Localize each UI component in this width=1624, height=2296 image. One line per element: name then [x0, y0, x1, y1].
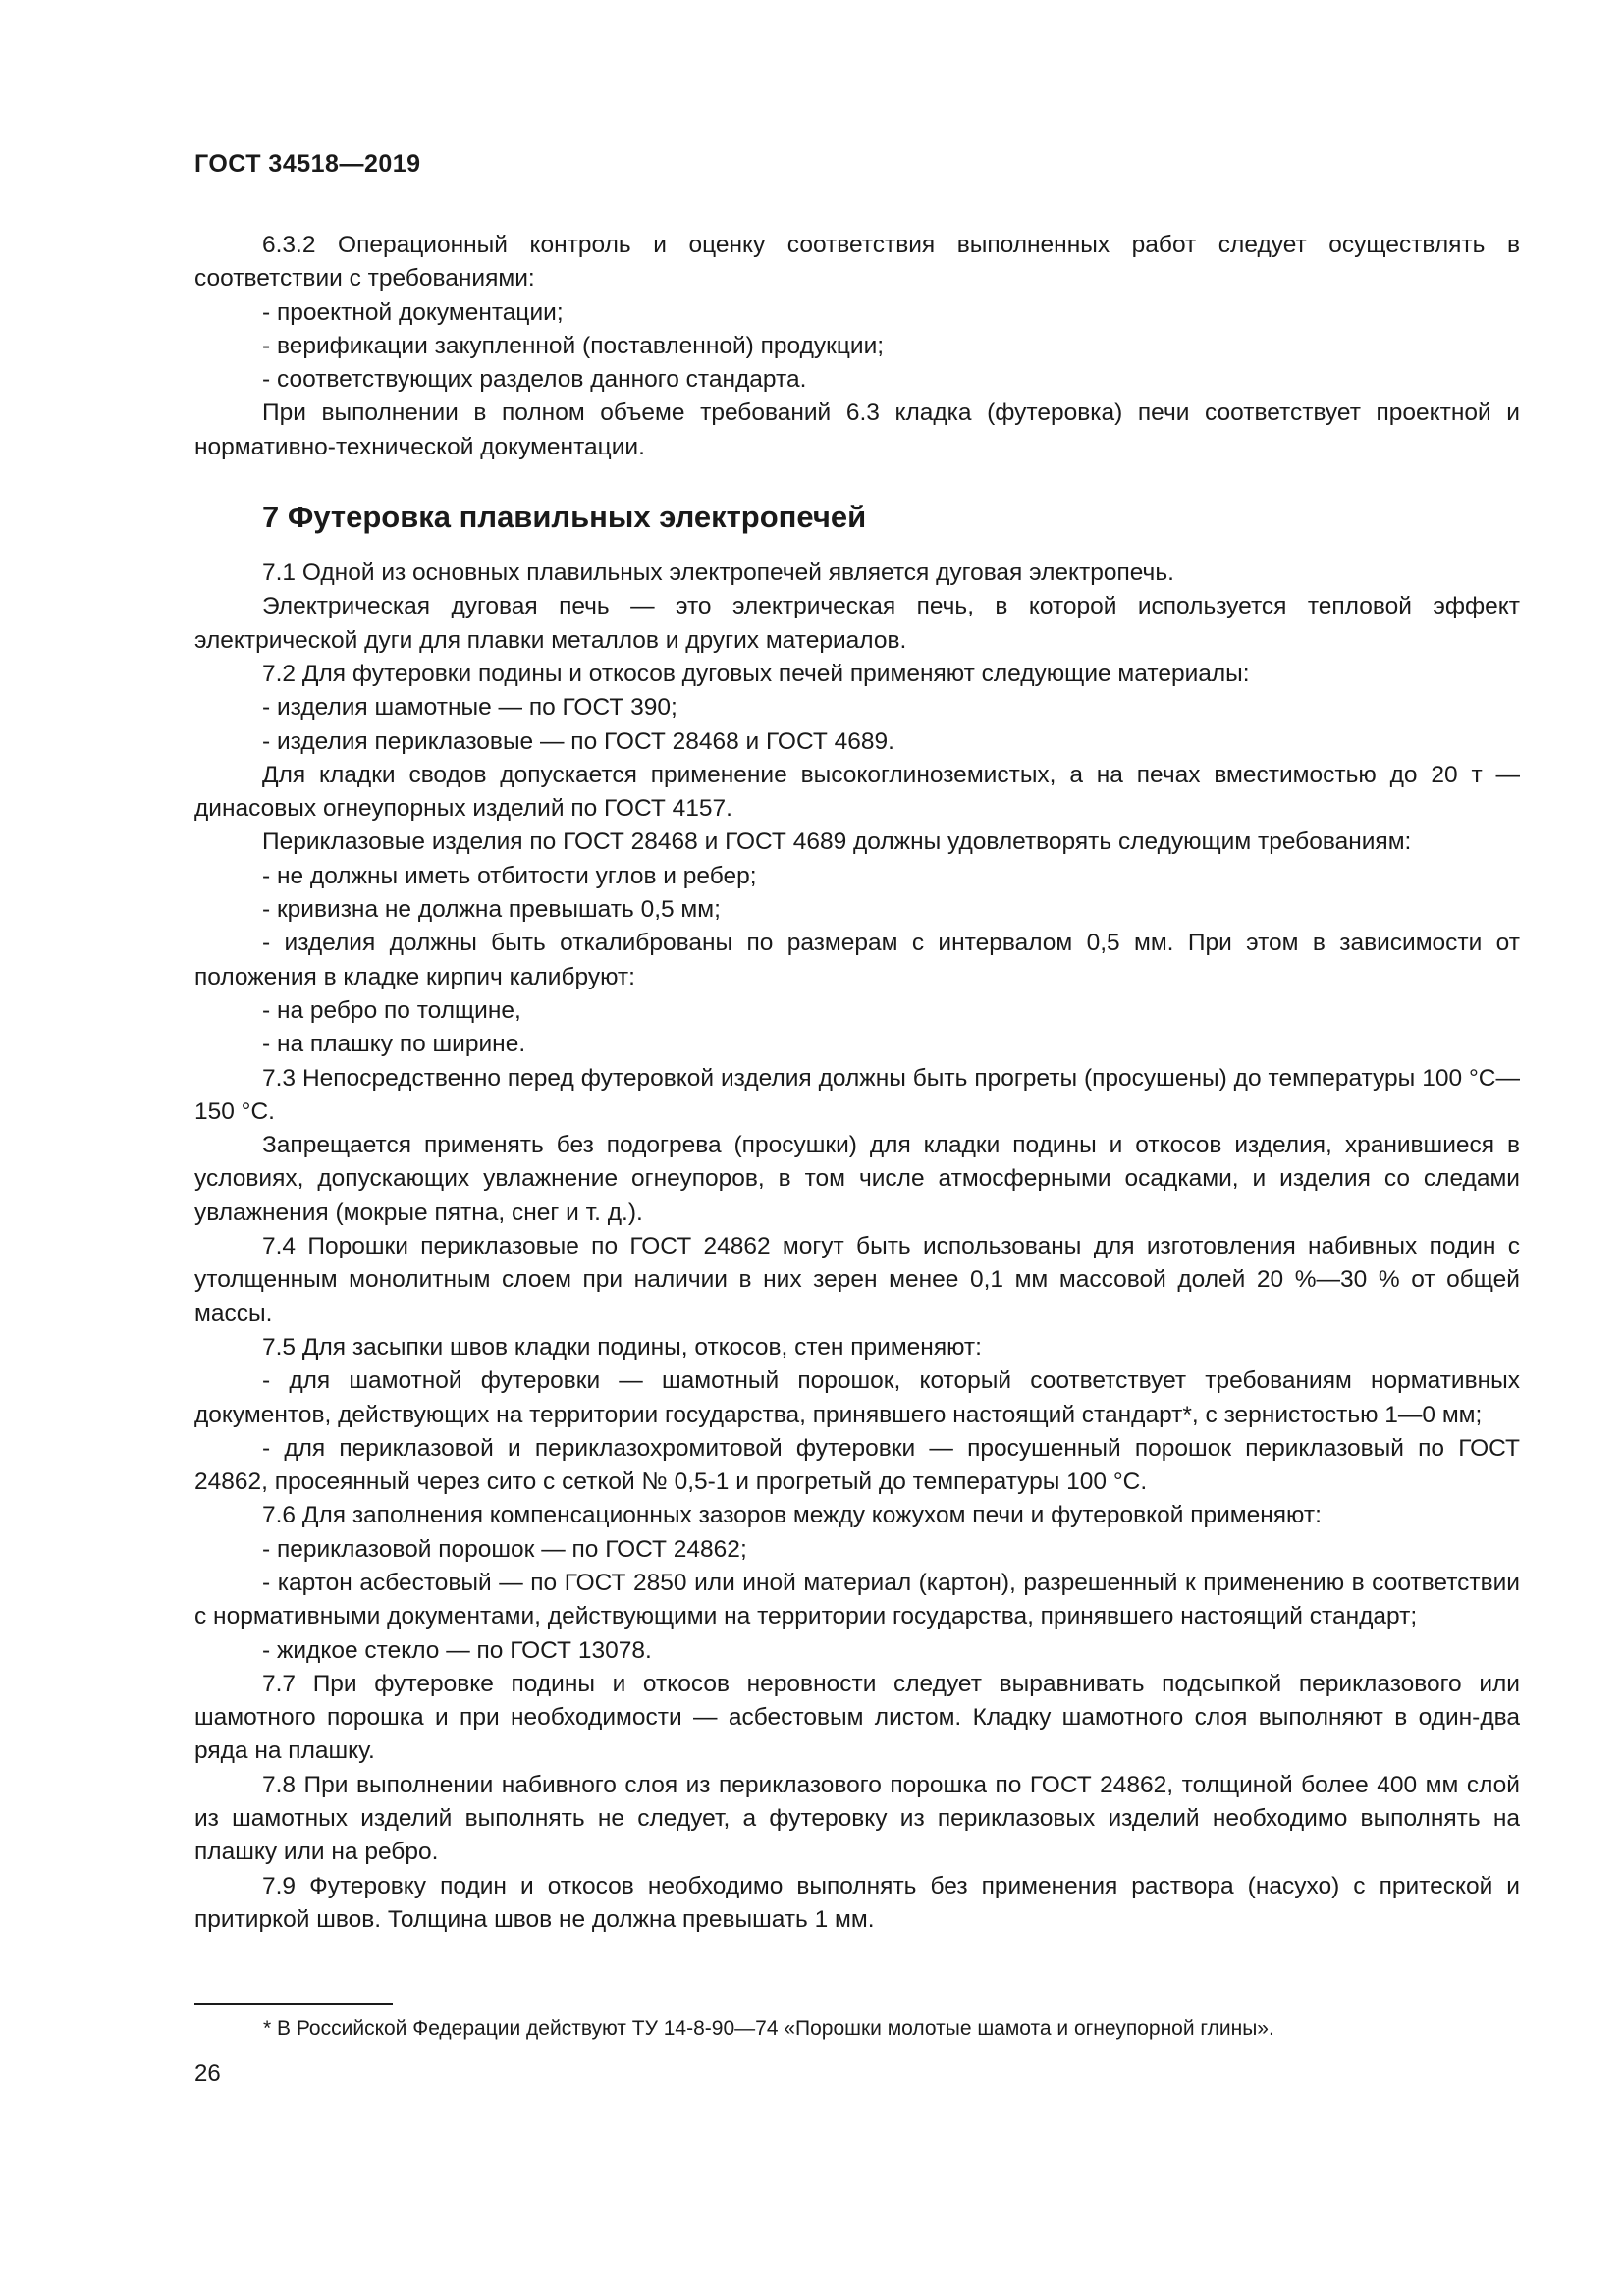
paragraph-7-2-calibration: - изделия должны быть откалиброваны по размерам с интервалом 0,5 мм. При этом в зависимости от положения в кладке кирпич калибруют: [194, 930, 1520, 990]
paragraph-7-5: 7.5 Для засыпки швов кладки подины, откосов, стен применяют: [262, 1333, 982, 1361]
paragraph-7-3-prohibition: Запрещается применять без подогрева (просушки) для кладки подины и откосов изделия, хранившиеся в условиях, допускающих увлажнение огнеупоров, в том числе атмосферными осадками, и изделия со следами увлажнения (мокрые пятна, снег и т. д.). [194, 1132, 1520, 1226]
footnote: * В Российской Федерации действуют ТУ 14-8-90—74 «Порошки молотые шамота и огнеупорной глины». [263, 2017, 1274, 2040]
list-item: - кривизна не должна превышать 0,5 мм; [262, 896, 721, 924]
paragraph-7-2: 7.2 Для футеровки подины и откосов дуговых печей применяют следующие материалы: [262, 660, 1250, 687]
paragraph-6-3-2: 6.3.2 Операционный контроль и оценку соответствия выполненных работ следует осуществлять в соответствии с требованиями: [194, 232, 1520, 293]
list-item: - проектной документации; [262, 298, 564, 326]
paragraph-7-3: 7.3 Непосредственно перед футеровкой изделия должны быть прогреты (просушены) до температуры 100 °С—150 °С. [194, 1064, 1520, 1125]
paragraph-7-1-definition: Электрическая дуговая печь — это электрическая печь, в которой используется тепловой эффект электрической дуги для плавки металлов и других материалов. [194, 593, 1520, 654]
paragraph-7-4: 7.4 Порошки периклазовые по ГОСТ 24862 могут быть использованы для изготовления набивных подин с утолщенным монолитным слоем при наличии в них зерен менее 0,1 мм массовой долей 20 %—30 % от общей массы. [194, 1233, 1520, 1327]
paragraph-7-6: 7.6 Для заполнения компенсационных зазоров между кожухом печи и футеровкой применяют: [262, 1502, 1322, 1529]
paragraph-7-5-chamotte: - для шамотной футеровки — шамотный порошок, который соответствует требованиям нормативных документов, действующих на территории государства, принявшего настоящий стандарт*, с зернистостью 1—0 мм; [194, 1367, 1520, 1428]
list-item: - соответствующих разделов данного стандарта. [262, 366, 807, 394]
list-item: - не должны иметь отбитости углов и ребер; [262, 862, 757, 889]
standard-header: ГОСТ 34518—2019 [194, 150, 421, 178]
paragraph-7-6-cardboard: - картон асбестовый — по ГОСТ 2850 или иной материал (картон), разрешенный к применению в соответствии с нормативными документами, действующими на территории государства, принявшего настоящий стандарт; [194, 1569, 1520, 1630]
paragraph-7-7: 7.7 При футеровке подины и откосов неровности следует выравнивать подсыпкой периклазового или шамотного порошка и при необходимости — асбестовым листом. Кладку шамотного слоя выполняют в один-два ряда на плашку. [194, 1670, 1520, 1765]
list-item: - на плашку по ширине. [262, 1031, 526, 1058]
paragraph-7-2-requirements: Периклазовые изделия по ГОСТ 28468 и ГОСТ 4689 должны удовлетворять следующим требованиям: [262, 828, 1412, 856]
list-item: - изделия периклазовые — по ГОСТ 28468 и ГОСТ 4689. [262, 727, 894, 755]
list-item: - изделия шамотные — по ГОСТ 390; [262, 694, 677, 721]
paragraph-7-8: 7.8 При выполнении набивного слоя из периклазового порошка по ГОСТ 24862, толщиной более 400 мм слой из шамотных изделий выполнять не следует, а футеровку из периклазовых изделий необходимо выполнять на плашку или на ребро. [194, 1771, 1520, 1866]
section-7-heading: 7 Футеровка плавильных электропечей [262, 500, 867, 535]
paragraph-7-9: 7.9 Футеровку подин и откосов необходимо выполнять без применения раствора (насухо) с притеской и притиркой швов. Толщина швов не должна превышать 1 мм. [194, 1872, 1520, 1933]
list-item: - периклазовой порошок — по ГОСТ 24862; [262, 1535, 747, 1563]
page-number: 26 [194, 2060, 221, 2087]
paragraph-6-3-2-conclusion: При выполнении в полном объеме требований 6.3 кладка (футеровка) печи соответствует проектной и нормативно-технической документации. [194, 400, 1520, 460]
footnote-divider [194, 2003, 393, 2005]
list-item: - на ребро по толщине, [262, 996, 521, 1024]
document-body [194, 229, 1520, 1937]
list-item: - верификации закупленной (поставленной) продукции; [262, 332, 885, 359]
paragraph-7-2-vault: Для кладки сводов допускается применение высокоглиноземистых, а на печах вместимостью до 20 т — динасовых огнеупорных изделий по ГОСТ 4157. [194, 761, 1520, 823]
list-item: - жидкое стекло — по ГОСТ 13078. [262, 1636, 652, 1664]
paragraph-7-5-periclase: - для периклазовой и периклазохромитовой футеровки — просушенный порошок периклазовый по ГОСТ 24862, просеянный через сито с сеткой № 0,5-1 и прогретый до температуры 100 °С. [194, 1434, 1520, 1496]
paragraph-7-1: 7.1 Одной из основных плавильных электропечей является дуговая электропечь. [262, 560, 1174, 587]
